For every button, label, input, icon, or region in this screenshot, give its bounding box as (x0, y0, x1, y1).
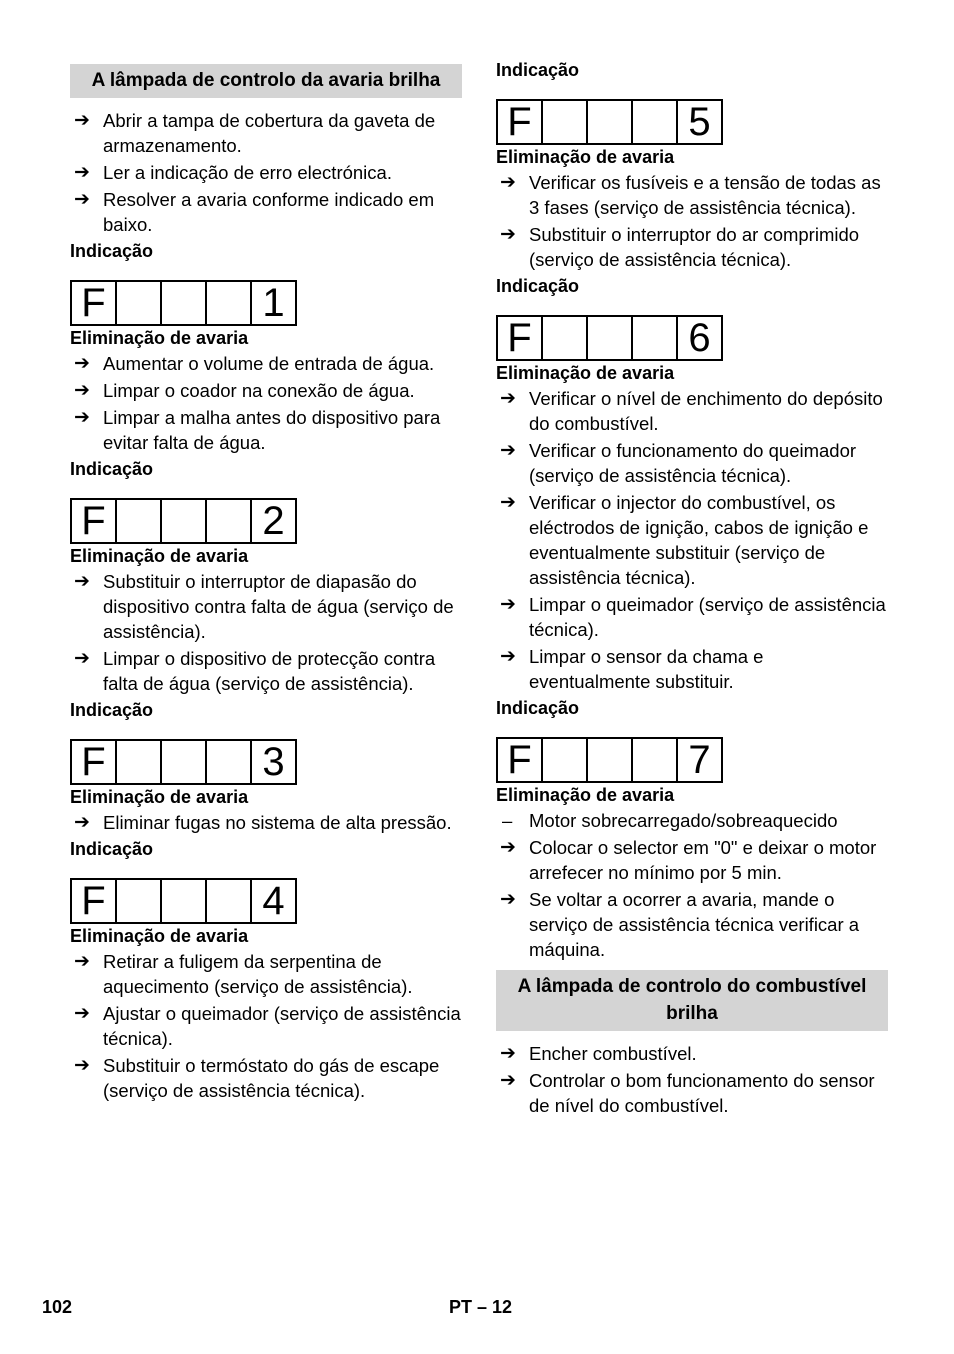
fault-block (496, 274, 888, 694)
arrow-bullet-icon: ➔ (74, 648, 90, 669)
error-code-display (496, 315, 723, 361)
fault-block (70, 239, 462, 455)
display-cell (207, 880, 252, 922)
arrow-bullet-icon: ➔ (74, 1055, 90, 1076)
list-item (70, 810, 462, 835)
display-cell (207, 500, 252, 542)
list-item-text: Ajustar o queimador (serviço de assistência técnica). (103, 1003, 461, 1049)
indication-heading: Indicação (70, 839, 154, 859)
display-cell (588, 739, 633, 781)
list-item-text: Colocar o selector em "0" e deixar o motor arrefecer no mínimo por 5 min. (529, 837, 877, 883)
display-cell (633, 739, 678, 781)
display-cell: F (72, 282, 117, 324)
indication-heading: Indicação (496, 698, 580, 718)
list-item-text: Ler a indicação de erro electrónica. (103, 162, 392, 183)
troubleshooting-heading: Eliminação de avaria (70, 926, 249, 946)
arrow-bullet-icon: ➔ (74, 951, 90, 972)
arrow-bullet-icon: ➔ (74, 407, 90, 428)
arrow-bullet-icon: ➔ (74, 189, 90, 210)
list-item (70, 1001, 462, 1051)
troubleshooting-heading: Eliminação de avaria (70, 328, 249, 348)
arrow-bullet-icon: ➔ (74, 162, 90, 183)
display-cell (543, 317, 588, 359)
display-cell: F (72, 880, 117, 922)
display-cell (162, 741, 207, 783)
display-cell (117, 500, 162, 542)
list-item-text: Eliminar fugas no sistema de alta pressão. (103, 812, 452, 833)
display-cell: 7 (688, 738, 711, 782)
left-blocks (70, 239, 462, 1103)
fuel-list (496, 1041, 888, 1118)
list-item-text: Substituir o interruptor de diapasão do dispositivo contra falta de água (serviço de assistência). (103, 571, 454, 642)
list-item (70, 160, 462, 185)
display-cell (633, 101, 678, 143)
display-cell: F (72, 500, 117, 542)
display-cell: F (498, 739, 543, 781)
error-code-display (496, 737, 723, 783)
display-cell (588, 101, 633, 143)
list-item (496, 222, 888, 272)
indication-heading: Indicação (496, 276, 580, 296)
display-cell: 1 (262, 281, 285, 325)
display-cell (117, 282, 162, 324)
list-item-text: Substituir o interruptor do ar comprimido (serviço de assistência técnica). (529, 224, 860, 270)
arrow-bullet-icon: ➔ (500, 172, 516, 193)
arrow-bullet-icon: ➔ (500, 646, 516, 667)
arrow-bullet-icon: ➔ (500, 594, 516, 615)
error-code-display (70, 498, 297, 544)
list-item-text: Substituir o termóstato do gás de escape (serviço de assistência técnica). (103, 1055, 440, 1101)
list-item-text: Abrir a tampa de cobertura da gaveta de armazenamento. (103, 110, 436, 156)
error-code-display (70, 878, 297, 924)
display-cell: F (498, 101, 543, 143)
troubleshooting-heading: Eliminação de avaria (70, 546, 249, 566)
indication-heading: Indicação (70, 459, 154, 479)
list-item (70, 405, 462, 455)
display-cell: 2 (262, 499, 285, 543)
list-item (70, 378, 462, 403)
list-item (496, 490, 888, 590)
list-item (496, 386, 888, 436)
fault-block (70, 457, 462, 696)
list-item (70, 108, 462, 158)
fault-block (496, 58, 888, 272)
fault-block (70, 837, 462, 1103)
troubleshooting-heading: Eliminação de avaria (496, 785, 675, 805)
arrow-bullet-icon: ➔ (500, 388, 516, 409)
list-item-text: Limpar a malha antes do dispositivo para evitar falta de água. (103, 407, 441, 453)
display-cell: 4 (262, 879, 285, 923)
dash-bullet-icon: – (502, 810, 513, 831)
arrow-bullet-icon: ➔ (74, 812, 90, 833)
list-item (496, 1041, 888, 1066)
section-title-fault-lamp: A lâmpada de controlo da avaria brilha (70, 64, 462, 98)
display-cell (117, 741, 162, 783)
troubleshooting-heading: Eliminação de avaria (496, 363, 675, 383)
list-item (496, 887, 888, 962)
indication-heading: Indicação (70, 700, 154, 720)
arrow-bullet-icon: ➔ (74, 571, 90, 592)
arrow-bullet-icon: ➔ (500, 837, 516, 858)
list-item-text: Retirar a fuligem da serpentina de aquecimento (serviço de assistência). (103, 951, 413, 997)
fault-block (496, 696, 888, 962)
list-item (496, 835, 888, 885)
arrow-bullet-icon: ➔ (500, 889, 516, 910)
list-item-text: Se voltar a ocorrer a avaria, mande o serviço de assistência técnica verificar a máquina. (529, 889, 860, 960)
display-cell: F (498, 317, 543, 359)
list-item (496, 1068, 888, 1118)
remedy-list (70, 810, 462, 835)
arrow-bullet-icon: ➔ (500, 440, 516, 461)
error-code-display (70, 739, 297, 785)
list-item-text: Verificar os fusíveis e a tensão de todas as 3 fases (serviço de assistência técnica). (529, 172, 881, 218)
indication-heading: Indicação (70, 241, 154, 261)
list-item-text: Aumentar o volume de entrada de água. (103, 353, 435, 374)
right-column (496, 58, 888, 1120)
list-item-text: Verificar o injector do combustível, os eléctrodos de ignição, cabos de ignição e eventualmente substituir (serviço de assistência técnica). (529, 492, 869, 588)
arrow-bullet-icon: ➔ (500, 1070, 516, 1091)
arrow-bullet-icon: ➔ (500, 1043, 516, 1064)
remedy-list (496, 808, 888, 962)
left-column (70, 64, 462, 1105)
display-cell: 5 (688, 100, 711, 144)
list-item-text: Resolver a avaria conforme indicado em baixo. (103, 189, 435, 235)
list-item-text: Encher combustível. (529, 1043, 697, 1064)
list-item (496, 808, 888, 833)
remedy-list (70, 569, 462, 696)
list-item (70, 949, 462, 999)
list-item (496, 592, 888, 642)
list-item (496, 644, 888, 694)
section-title-fuel-lamp: A lâmpada de controlo do combustível brilha (496, 970, 888, 1031)
display-cell (207, 741, 252, 783)
arrow-bullet-icon: ➔ (74, 380, 90, 401)
list-item-text: Verificar o funcionamento do queimador (serviço de assistência técnica). (529, 440, 857, 486)
display-cell: 3 (262, 740, 285, 784)
display-cell (162, 282, 207, 324)
display-cell (162, 500, 207, 542)
language-page-label: PT – 12 (449, 1297, 513, 1317)
list-item (70, 187, 462, 237)
right-blocks (496, 58, 888, 962)
list-item-text: Motor sobrecarregado/sobreaquecido (529, 810, 838, 831)
display-cell (162, 880, 207, 922)
list-item (70, 351, 462, 376)
remedy-list (70, 949, 462, 1103)
display-cell (207, 282, 252, 324)
display-cell: 6 (688, 316, 711, 360)
remedy-list (496, 386, 888, 694)
list-item (70, 1053, 462, 1103)
arrow-bullet-icon: ➔ (500, 492, 516, 513)
remedy-list (496, 170, 888, 272)
remedy-list (70, 351, 462, 455)
display-cell (588, 317, 633, 359)
display-cell (543, 101, 588, 143)
display-cell (117, 880, 162, 922)
arrow-bullet-icon: ➔ (74, 1003, 90, 1024)
list-item-text: Limpar o dispositivo de protecção contra falta de água (serviço de assistência). (103, 648, 436, 694)
error-code-display (496, 99, 723, 145)
list-item (496, 170, 888, 220)
arrow-bullet-icon: ➔ (74, 353, 90, 374)
intro-list (70, 108, 462, 237)
list-item-text: Limpar o sensor da chama e eventualmente substituir. (529, 646, 764, 692)
troubleshooting-heading: Eliminação de avaria (70, 787, 249, 807)
list-item (70, 569, 462, 644)
display-cell (633, 317, 678, 359)
list-item (496, 438, 888, 488)
troubleshooting-heading: Eliminação de avaria (496, 147, 675, 167)
display-cell (543, 739, 588, 781)
display-cell: F (72, 741, 117, 783)
page-number: 102 (42, 1297, 73, 1317)
list-item-text: Controlar o bom funcionamento do sensor de nível do combustível. (529, 1070, 875, 1116)
arrow-bullet-icon: ➔ (500, 224, 516, 245)
list-item (70, 646, 462, 696)
error-code-display (70, 280, 297, 326)
list-item-text: Verificar o nível de enchimento do depósito do combustível. (529, 388, 883, 434)
arrow-bullet-icon: ➔ (74, 110, 90, 131)
fault-block (70, 698, 462, 835)
list-item-text: Limpar o queimador (serviço de assistência técnica). (529, 594, 886, 640)
list-item-text: Limpar o coador na conexão de água. (103, 380, 415, 401)
indication-heading: Indicação (496, 60, 580, 80)
